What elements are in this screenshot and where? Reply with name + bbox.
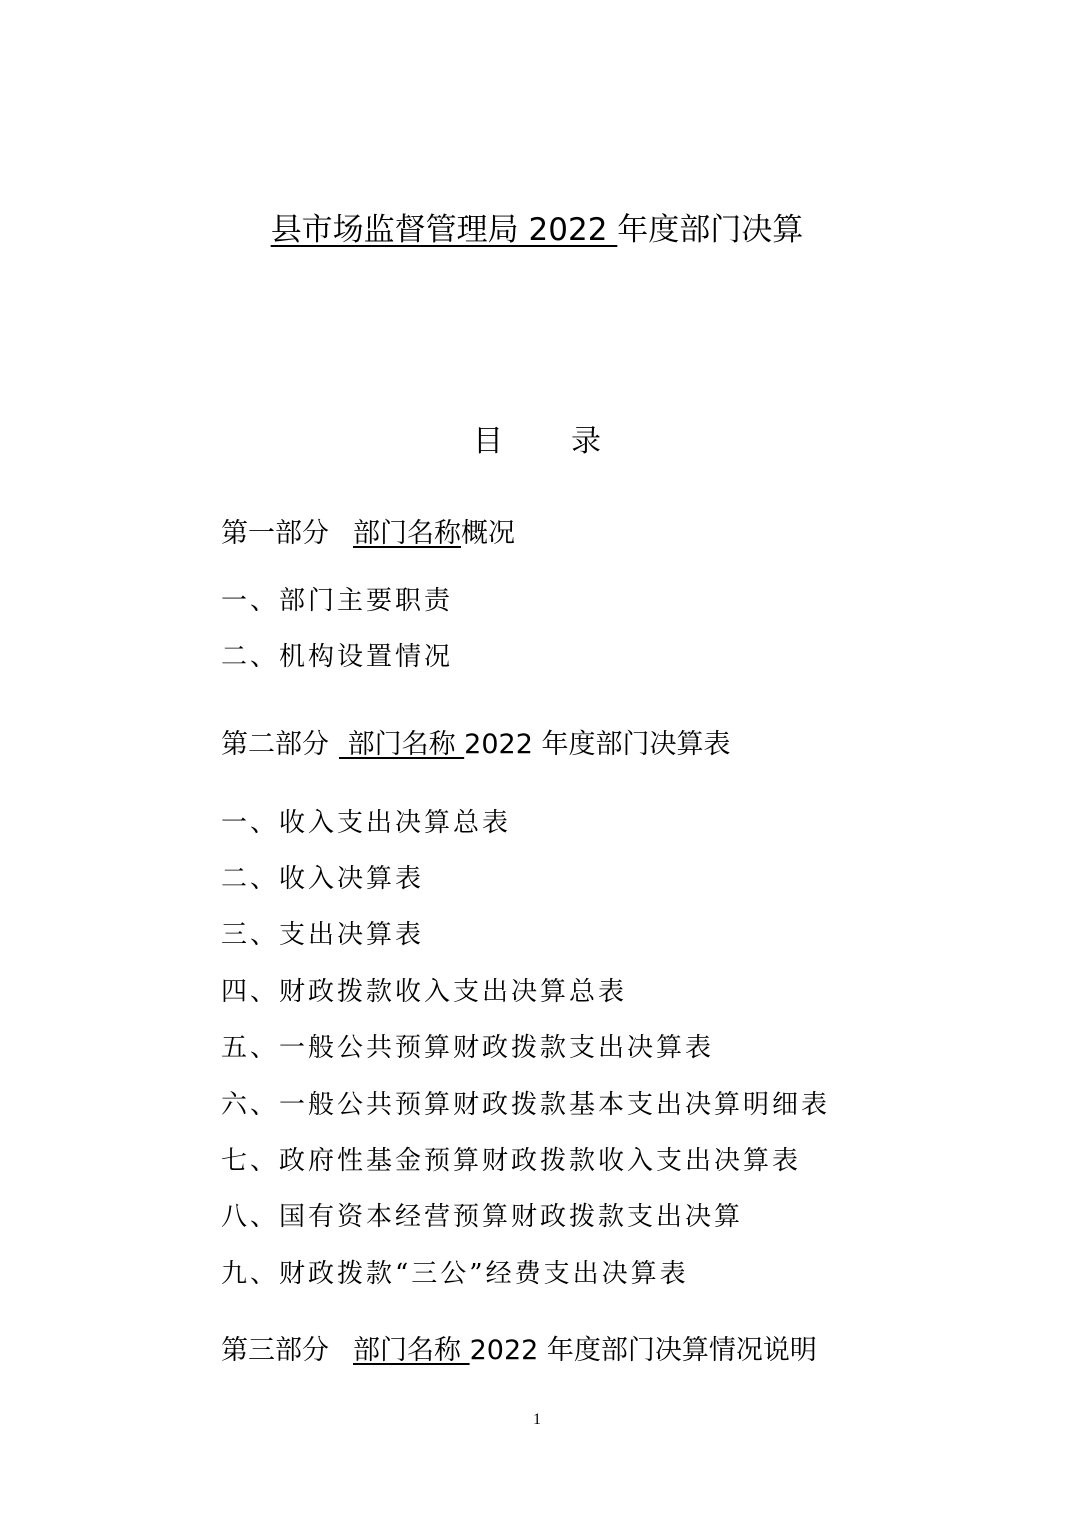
toc-item: 四、财政拨款收入支出决算总表 (221, 977, 628, 1007)
part-three-prefix: 第三部分 (221, 1335, 329, 1366)
toc-item: 二、收入决算表 (221, 864, 425, 894)
toc-heading-left: 目 (473, 424, 503, 459)
part-three-name: 部门名称 (353, 1335, 470, 1366)
part-one-suffix: 概况 (461, 518, 515, 549)
document-title-underlined: 县市场监督管理局 2022 (270, 212, 618, 248)
toc-item: 一、收入支出决算总表 (221, 808, 512, 838)
toc-item: 九、财政拨款“三公”经费支出决算表 (221, 1259, 689, 1289)
part-three-heading (221, 1331, 817, 1371)
document-title (0, 208, 1074, 252)
part-three-suffix: 2022 年度部门决算情况说明 (469, 1335, 817, 1366)
part-one-name: 部门名称 (353, 518, 461, 549)
part-one-prefix: 第一部分 (221, 518, 329, 549)
toc-heading (0, 420, 1074, 464)
toc-item: 一、部门主要职责 (221, 586, 454, 616)
toc-item: 五、一般公共预算财政拨款支出决算表 (221, 1033, 715, 1063)
toc-item: 六、一般公共预算财政拨款基本支出决算明细表 (221, 1090, 831, 1120)
toc-item: 三、支出决算表 (221, 920, 425, 950)
part-one-heading (221, 514, 515, 554)
part-two-suffix: 2022 年度部门决算表 (464, 729, 731, 760)
document-title-rest: 年度部门决算 (617, 212, 804, 248)
toc-item: 二、机构设置情况 (221, 642, 454, 672)
part-two-heading (221, 725, 730, 765)
toc-item: 八、国有资本经营预算财政拨款支出决算 (221, 1202, 744, 1232)
toc-item: 七、政府性基金预算财政拨款收入支出决算表 (221, 1146, 802, 1176)
part-two-name: 部门名称 (339, 729, 465, 760)
part-two-prefix: 第二部分 (221, 729, 329, 760)
toc-heading-right: 录 (571, 424, 601, 459)
page-number: 1 (533, 1411, 541, 1428)
